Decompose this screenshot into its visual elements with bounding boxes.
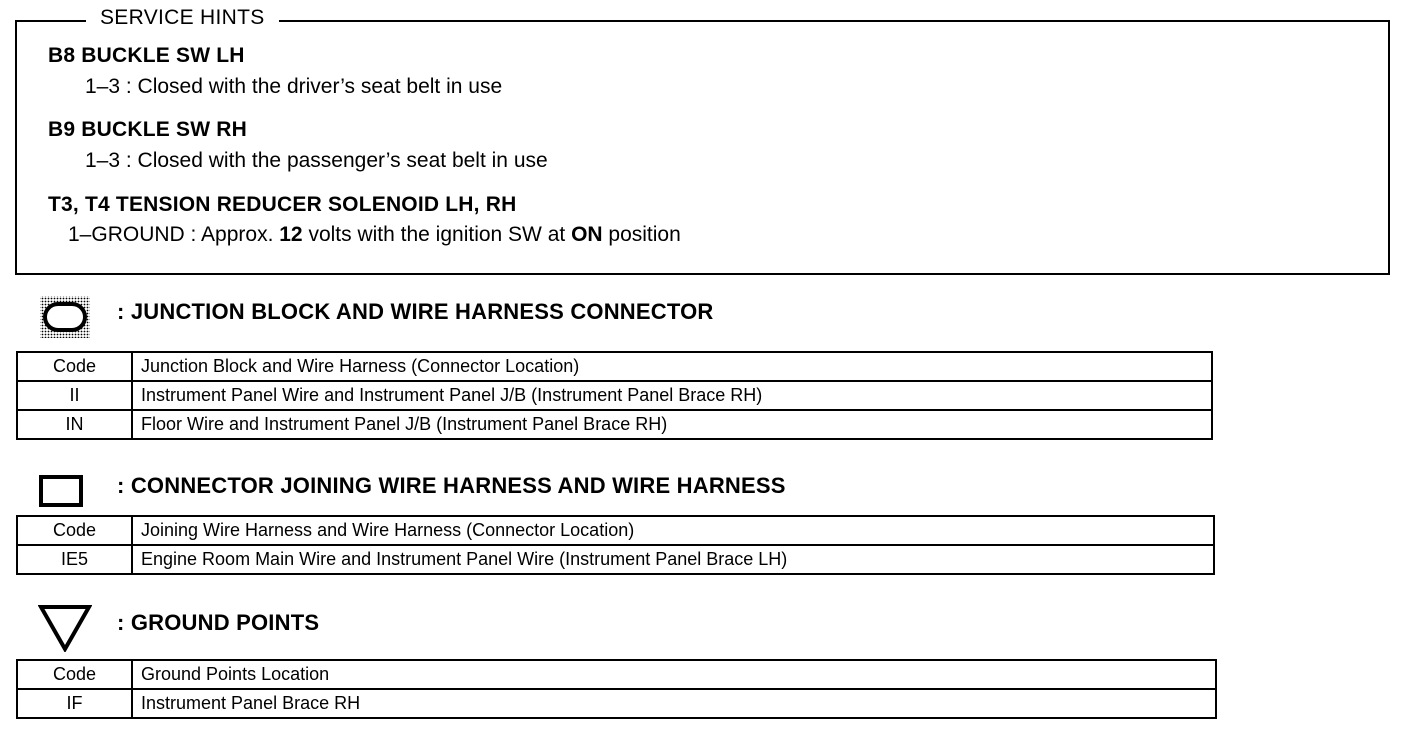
detail-text: position: [602, 223, 681, 246]
table-row: [17, 689, 1216, 718]
connector-joining-table: [16, 515, 1215, 575]
row-code: IN: [17, 410, 132, 439]
header-code: Code: [17, 660, 132, 689]
detail-text: 1–GROUND : Approx.: [68, 223, 280, 246]
ground-triangle-icon: [38, 604, 92, 657]
hint-b9-detail: 1–3 : Closed with the passenger’s seat belt in use: [85, 149, 548, 172]
connector-box-icon: [39, 475, 83, 512]
detail-voltage: 12: [279, 223, 303, 246]
row-code: II: [17, 381, 132, 410]
row-location: Instrument Panel Wire and Instrument Panel J/B (Instrument Panel Brace RH): [132, 381, 1212, 410]
service-hints-title: SERVICE HINTS: [86, 6, 279, 30]
hint-b8-detail: 1–3 : Closed with the driver’s seat belt in use: [85, 75, 503, 98]
table-header-row: [17, 516, 1214, 545]
junction-block-title: : JUNCTION BLOCK AND WIRE HARNESS CONNECTOR: [117, 299, 714, 324]
connector-joining-title: : CONNECTOR JOINING WIRE HARNESS AND WIRE HARNESS: [117, 473, 786, 498]
row-code: IF: [17, 689, 132, 718]
row-location: Engine Room Main Wire and Instrument Panel Wire (Instrument Panel Brace LH): [132, 545, 1214, 574]
hint-t3-t4-heading: T3, T4 TENSION REDUCER SOLENOID LH, RH: [48, 193, 517, 216]
hint-b9-heading: B9 BUCKLE SW RH: [48, 118, 248, 141]
row-location: Floor Wire and Instrument Panel J/B (Instrument Panel Brace RH): [132, 410, 1212, 439]
detail-text: volts with the ignition SW at: [302, 223, 572, 246]
row-location: Instrument Panel Brace RH: [132, 689, 1216, 718]
ground-points-title: : GROUND POINTS: [117, 610, 320, 635]
header-location: Joining Wire Harness and Wire Harness (Connector Location): [132, 516, 1214, 545]
junction-block-icon: [38, 294, 92, 345]
header-location: Junction Block and Wire Harness (Connector Location): [132, 352, 1212, 381]
ground-points-table: [16, 659, 1217, 719]
hint-t3-t4-detail: [68, 223, 681, 247]
table-row: [17, 545, 1214, 574]
junction-block-table: [16, 351, 1213, 440]
table-row: [17, 381, 1212, 410]
table-header-row: [17, 352, 1212, 381]
detail-on: ON: [571, 223, 603, 246]
table-header-row: [17, 660, 1216, 689]
row-code: IE5: [17, 545, 132, 574]
table-row: [17, 410, 1212, 439]
hint-b8-heading: B8 BUCKLE SW LH: [48, 44, 245, 67]
header-location: Ground Points Location: [132, 660, 1216, 689]
header-code: Code: [17, 352, 132, 381]
header-code: Code: [17, 516, 132, 545]
